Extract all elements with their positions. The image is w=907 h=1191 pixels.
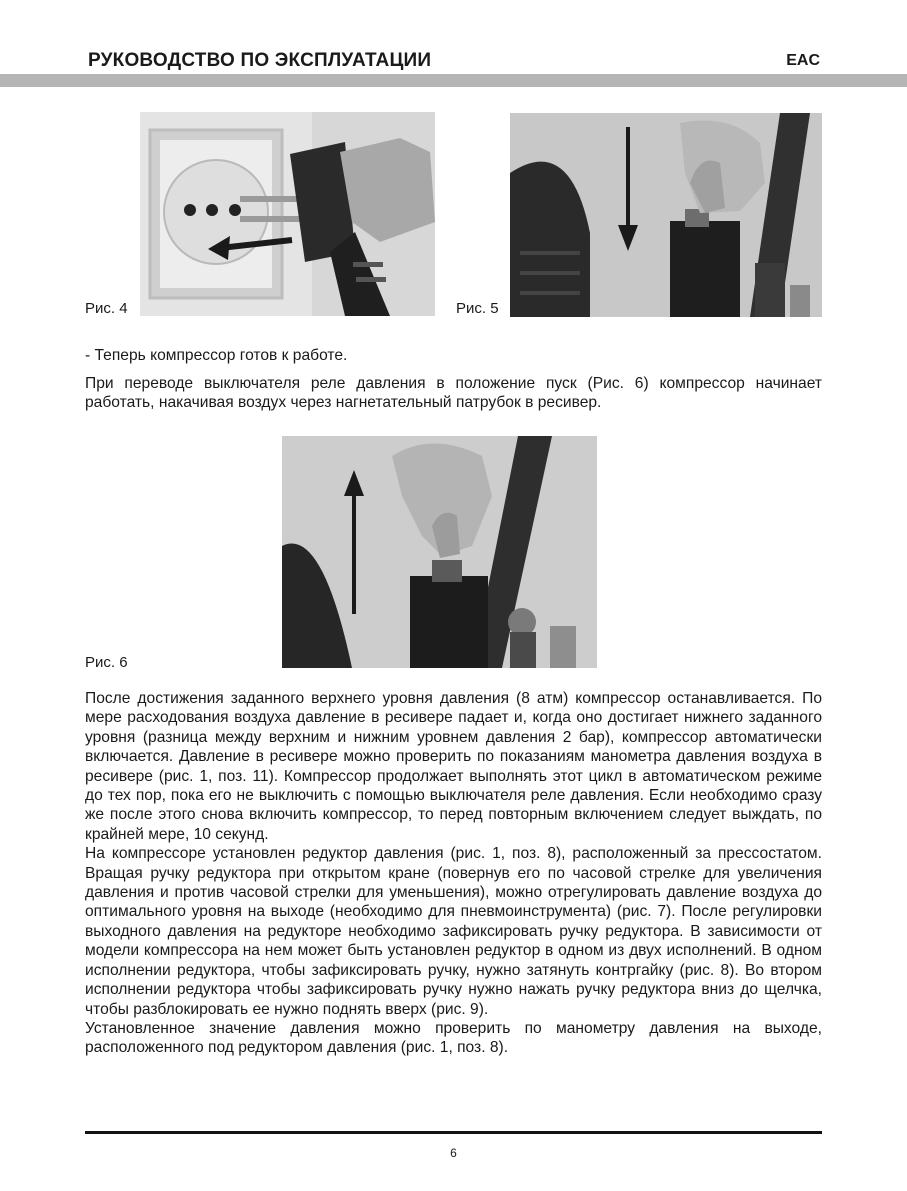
header-bar [0, 74, 907, 87]
figure-4-photo [140, 112, 435, 316]
paragraph-cycle: После достижения заданного верхнего уровня давления (8 атм) компрессор останавливается. По мере расходования воздуха давление в ресивере падает и, когда оно достигает нижнего заданного уровня (разница между верхним и нижним уровнем давления 2 бар), компрессор автоматически включается. Давление в ресивере можно проверить по показаниям манометра давления воздуха в ресивере (рис. 1, поз. 11). Компрессор продолжает выполнять этот цикл в автоматическом режиме до тех пор, пока его не выключить с помощью выключателя реле давления. Если необходимо сразу же после этого снова включить компрессор, то перед повторным включением следует выждать, по крайней мере, 10 секунд. [85, 690, 822, 843]
figure-5-photo [510, 113, 822, 317]
eac-mark: EAC [786, 52, 820, 69]
page-number: 6 [450, 1146, 457, 1160]
footer-line [85, 1131, 822, 1134]
figure-6-photo [282, 436, 597, 668]
figure-6-caption: Рис. 6 [85, 654, 128, 671]
figure-5-caption: Рис. 5 [456, 300, 499, 317]
body-text [85, 689, 822, 1058]
paragraph-reducer: На компрессоре установлен редуктор давления (рис. 1, поз. 8), расположенный за прессостатом. Вращая ручку редуктора при открытом кране (повернув его по часовой стрелке для увеличения давления и против часовой стрелки для уменьшения), можно отрегулировать давление воздуха до оптимального уровня на выходе (необходимо для пневмоинструмента) (рис. 7). После регулировки выходного давления на редукторе необходимо зафиксировать ручку редуктора. В зависимости от модели компрессора на нем может быть установлен редуктор в одном из двух исполнений. В одном исполнении редуктора, чтобы зафиксировать ручку, нужно затянуть контргайку (рис. 8). Во втором исполнении редуктора чтобы зафиксировать ручку нужно нажать ручку редуктора вниз до щелчка, чтобы разблокировать ее нужно поднять вверх (рис. 9). [85, 845, 822, 1018]
figure-4-caption: Рис. 4 [85, 300, 128, 317]
header-title: РУКОВОДСТВО ПО ЭКСПЛУАТАЦИИ [88, 50, 432, 71]
start-paragraph: При переводе выключателя реле давления в положение пуск (Рис. 6) компрессор начинает работать, накачивая воздух через нагнетательный патрубок в ресивер. [85, 375, 822, 412]
ready-text: - Теперь компрессор готов к работе. [85, 347, 348, 364]
paragraph-check: Установленное значение давления можно проверить по манометру давления на выходе, расположенного под редуктором давления (рис. 1, поз. 8). [85, 1019, 822, 1057]
